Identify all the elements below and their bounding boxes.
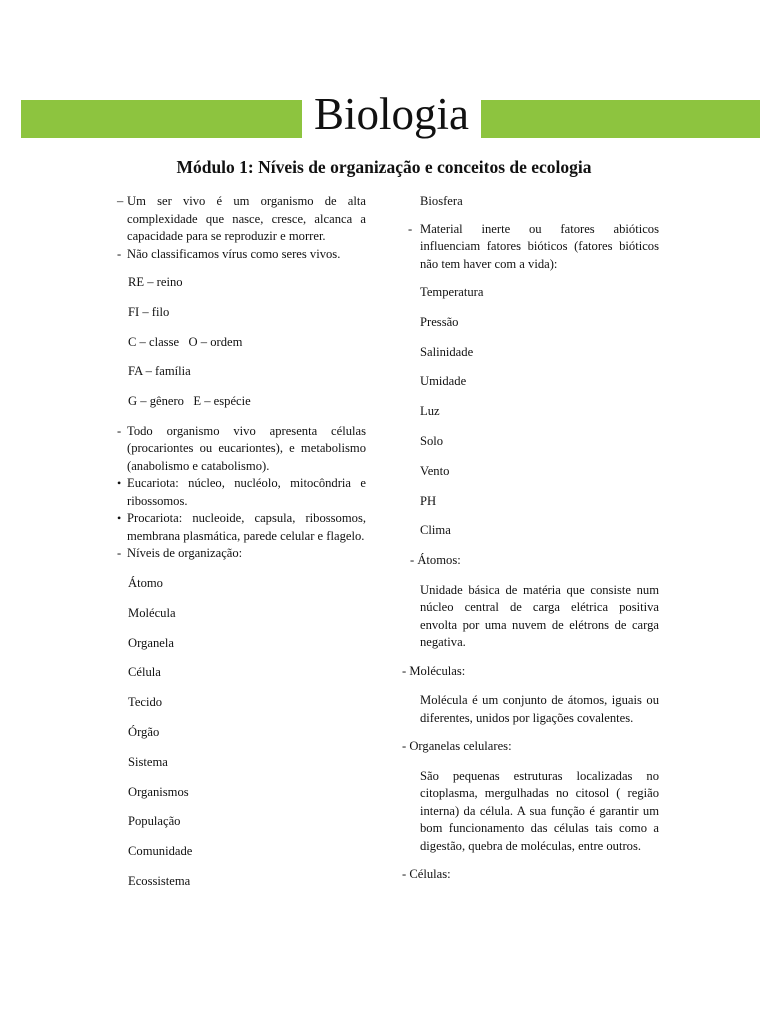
abiotic-factor: Umidade xyxy=(420,374,467,389)
level-item: População xyxy=(128,814,181,829)
abiotic-factor: Temperatura xyxy=(420,285,484,299)
abiotic-factor: Clima xyxy=(420,523,451,538)
level-item: Biosfera xyxy=(420,194,463,208)
level-item: Ecossistema xyxy=(128,873,191,888)
abiotic-factor: Luz xyxy=(420,404,440,419)
abiotic-factor: Vento xyxy=(420,463,450,478)
level-item: Átomo xyxy=(128,575,163,590)
taxonomy-item: FA – família xyxy=(128,364,191,379)
level-item: Célula xyxy=(128,665,161,680)
bullet-levels xyxy=(112,545,366,563)
molecules-definition: Molécula é um conjunto de átomos, iguais ou diferentes, unidos por ligações covalentes. xyxy=(420,693,659,725)
bullet-text: Todo organismo vivo apresenta células (procariontes ou eucariontes), e metabolismo (anabolismo e catabolismo). xyxy=(127,423,366,473)
bullet-eukaryote xyxy=(112,475,366,510)
bullet-prokaryote xyxy=(112,510,366,545)
bullet-marker: • xyxy=(117,511,122,526)
abiotic-factor: PH xyxy=(420,493,437,508)
level-item: Organismos xyxy=(128,784,189,799)
bullet-text: Níveis de organização: xyxy=(127,546,243,561)
section-heading-organelles: - Organelas celulares: xyxy=(402,739,512,754)
bullet-text: Eucariota: núcleo, nucléolo, mitocôndria e ribossomos. xyxy=(127,476,366,508)
level-item: Tecido xyxy=(128,695,163,710)
level-item: Molécula xyxy=(128,605,176,620)
organelles-definition: São pequenas estruturas localizadas no citoplasma, mergulhadas no citosol ( região interna) da célula. A sua função é garantir um bom funcionamento das células tais como a digestão, quebra de moléculas, entre outros. xyxy=(420,768,659,853)
section-heading-cells: - Células: xyxy=(402,867,451,882)
right-column xyxy=(402,193,659,884)
atoms-definition: Unidade básica de matéria que consiste num núcleo central de carga elétrica positiva envolta por uma nuvem de elétrons de carga negativa. xyxy=(420,582,659,650)
bullet-marker: - xyxy=(117,246,122,261)
bullet-virus xyxy=(112,246,366,264)
taxonomy-item: RE – reino xyxy=(128,275,183,289)
title-bar-left xyxy=(21,100,302,138)
bullet-abiotic xyxy=(402,221,659,274)
bullet-marker: - xyxy=(408,221,413,236)
bullet-text: Um ser vivo é um organismo de alta complexidade que nasce, cresce, alcanca a capacidade para se reproduzir e morrer. xyxy=(127,194,366,243)
taxonomy-item: FI – filo xyxy=(128,304,170,319)
bullet-marker: - xyxy=(117,423,122,438)
title-bar-right xyxy=(481,100,760,138)
level-item: Organela xyxy=(128,635,174,650)
abiotic-factor: Pressão xyxy=(420,314,459,329)
abiotic-factor: Salinidade xyxy=(420,344,474,359)
section-heading-molecules: - Moléculas: xyxy=(402,663,466,678)
section-heading-atoms: - Átomos: xyxy=(410,553,461,568)
bullet-text: Procariota: nucleoide, capsula, ribossomos, membrana plasmática, parede celular e flagelo. xyxy=(127,511,366,543)
level-item: Comunidade xyxy=(128,844,193,859)
bullet-cells xyxy=(112,423,366,476)
bullet-marker: • xyxy=(117,476,122,491)
bullet-text: Não classificamos vírus como seres vivos. xyxy=(127,246,341,261)
level-item: Sistema xyxy=(128,754,168,769)
bullet-marker: – xyxy=(117,194,124,208)
module-heading: Módulo 1: Níveis de organização e conceitos de ecologia xyxy=(176,157,592,177)
level-item: Órgão xyxy=(128,724,160,739)
abiotic-factor: Solo xyxy=(420,433,444,448)
bullet-marker: - xyxy=(117,546,122,561)
bullet-text: Material inerte ou fatores abióticos influenciam fatores bióticos (fatores bióticos não tem haver com a vida): xyxy=(420,221,659,271)
taxonomy-item: G – gênero E – espécie xyxy=(128,394,251,409)
page-title: Biologia xyxy=(314,89,469,139)
taxonomy-item: C – classe O – ordem xyxy=(128,334,243,349)
left-column xyxy=(112,193,366,903)
bullet-living-being xyxy=(112,193,366,246)
